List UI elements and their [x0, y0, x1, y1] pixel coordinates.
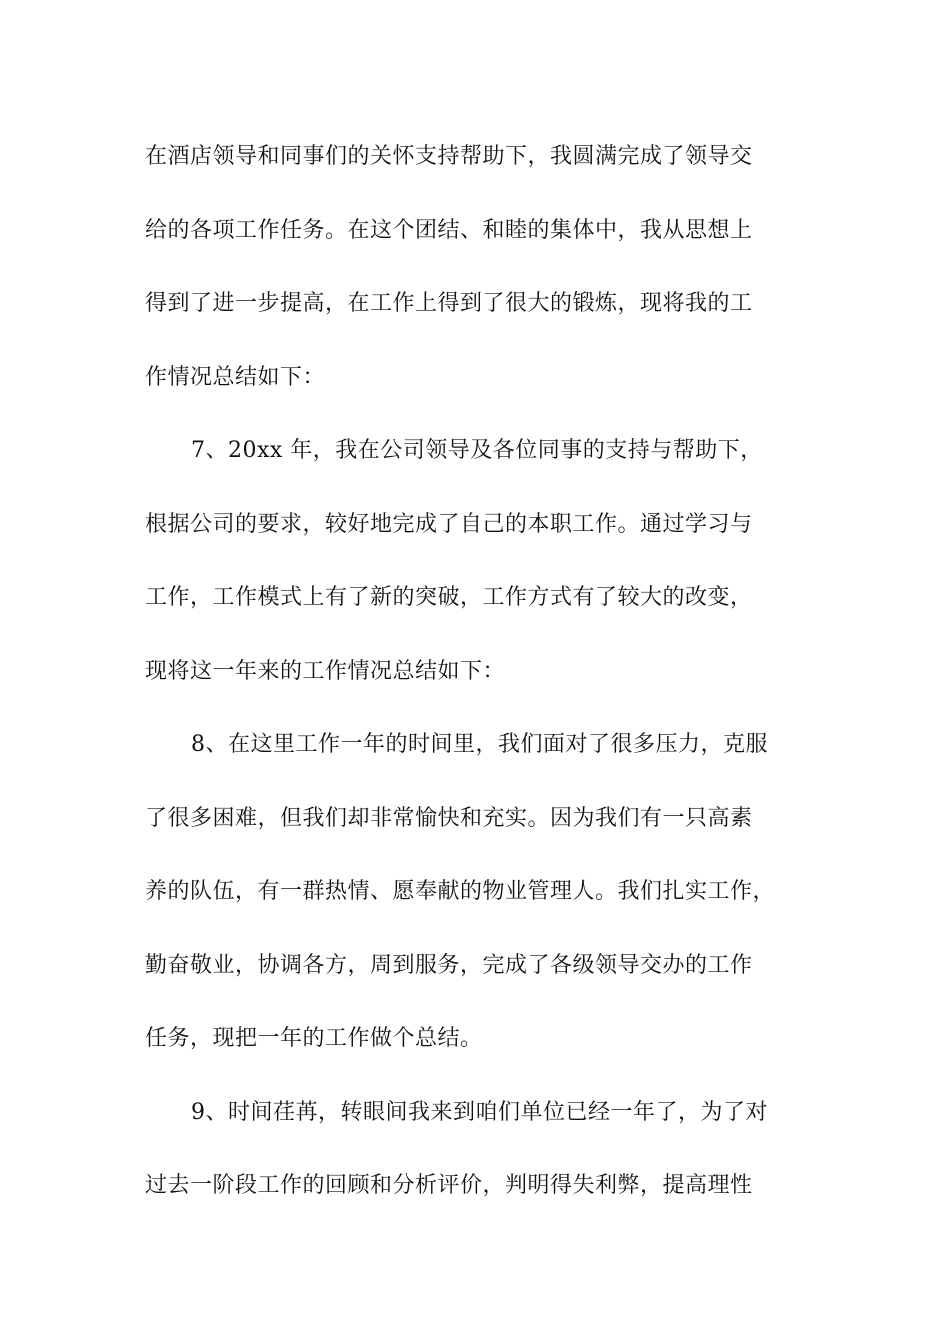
paragraph-8-start: 8、在这里工作一年的时间里，我们面对了很多压力，克服 — [191, 732, 768, 757]
text-line: 过去一阶段工作的回顾和分析评价，判明得失利弊，提高理性 — [145, 1173, 753, 1198]
text-line: 给的各项工作任务。在这个团结、和睦的集体中，我从思想上 — [145, 217, 753, 243]
document-body — [145, 120, 825, 1223]
text-line: 得到了进一步提高，在工作上得到了很大的锻炼，现将我的工 — [145, 291, 753, 316]
text-line: 现将这一年来的工作情况总结如下： — [145, 658, 506, 684]
text-line: 在酒店领导和同事们的关怀支持帮助下，我圆满完成了领导交 — [145, 144, 753, 169]
text-line: 任务，现把一年的工作做个总结。 — [145, 1026, 483, 1051]
text-line: 工作，工作模式上有了新的突破，工作方式有了较大的改变， — [145, 585, 753, 610]
paragraph-7-start: 7、20xx 年，我在公司领导及各位同事的支持与帮助下， — [191, 438, 763, 463]
text-line: 养的队伍，有一群热情、愿奉献的物业管理人。我们扎实工作， — [145, 879, 776, 904]
paragraph-9-start: 9、时间荏苒，转眼间我来到咱们单位已经一年了，为了对 — [191, 1099, 768, 1125]
text-line: 勤奋敬业，协调各方，周到服务，完成了各级领导交办的工作 — [145, 952, 753, 978]
text-line: 了很多困难，但我们却非常愉快和充实。因为我们有一只高素 — [145, 805, 753, 831]
text-line: 作情况总结如下： — [145, 364, 326, 390]
text-line: 根据公司的要求，较好地完成了自己的本职工作。通过学习与 — [145, 511, 753, 537]
